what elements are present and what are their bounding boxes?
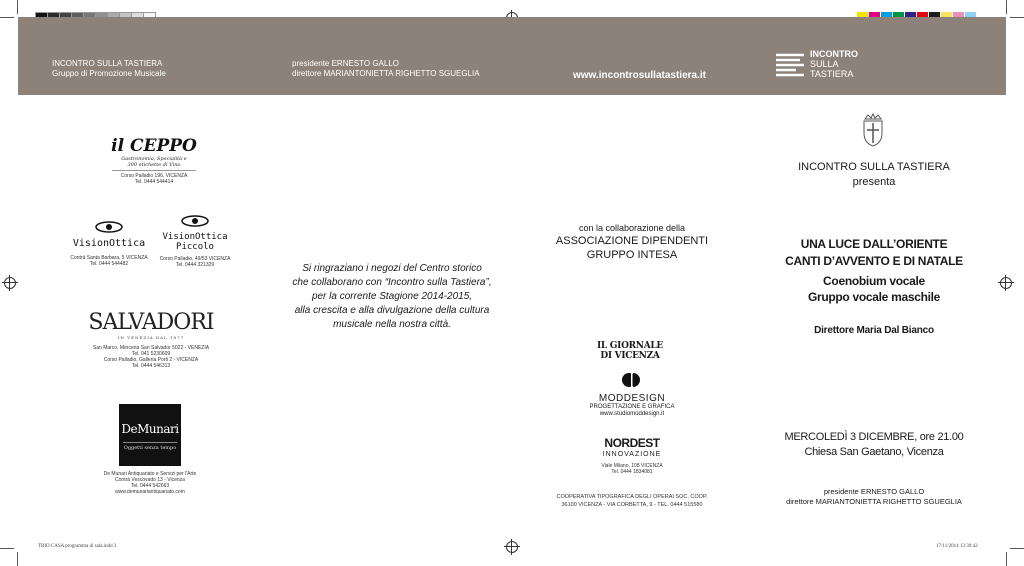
thanks-line-4: alla crescita e alla divulgazione della cultura — [294, 305, 490, 316]
nordest-address: Viale Milano, 108 VICENZA — [601, 463, 663, 469]
header-president: presidente ERNESTO GALLO — [292, 59, 400, 68]
program-credits — [764, 487, 984, 507]
visionottica-tel: Tel. 0444 544482 — [89, 261, 129, 267]
thanks-line-2: che collaborano con “Incontro sulla Tastiera”, — [292, 277, 492, 288]
logo-text-2: SULLA — [810, 59, 839, 69]
sponsor-visionottica — [66, 220, 152, 267]
ceppo-logo: il CEPPO — [111, 136, 197, 156]
thanks-line-5: musicale nella nostra città. — [333, 319, 451, 330]
moddesign-name: MODDESIGN — [598, 393, 666, 404]
eye-logo-icon — [152, 214, 238, 232]
moddesign-url: www.studiomoddesign.it — [599, 411, 665, 417]
demunari-logo-text: DeMunari — [121, 422, 179, 436]
giornale-line-1: IL GIORNALE — [597, 341, 663, 351]
crop-mark — [1006, 0, 1007, 14]
nordest-sub: INNOVAZIONE — [602, 451, 662, 458]
concert-title — [764, 236, 984, 270]
logo-text-1: INCONTRO — [810, 49, 858, 59]
header-director: direttore MARIANTONIETTA RIGHETTO SGUEGLIA — [292, 69, 480, 78]
salvadori-logo: SALVADORI — [88, 310, 214, 335]
demunari-line-2: Contrà Vescovado 13 - Vicenza — [115, 477, 185, 483]
printer-credit — [540, 493, 724, 509]
file-slug: TRIO CASA programma di sala.indd 3 — [38, 544, 117, 549]
crop-mark — [0, 17, 14, 18]
event-venue: Chiesa San Gaetano, Vicenza — [804, 446, 944, 458]
nordest-name: NORDEST — [604, 436, 660, 450]
salvadori-line-1: San Marco, Merceria San Salvador 5022 - VENEZIA — [92, 345, 210, 351]
registration-mark — [1000, 277, 1012, 289]
registration-mark — [4, 277, 16, 289]
visionottica-piccolo-name: VisionOttica — [162, 232, 228, 242]
moddesign-mark-icon — [580, 372, 684, 393]
ceppo-tel: Tel. 0444 544414 — [134, 179, 174, 185]
crop-mark — [17, 0, 18, 14]
sponsor-demunari — [90, 471, 210, 495]
visionottica-piccolo-sub: Piccolo — [176, 242, 214, 252]
event-details — [764, 430, 984, 460]
crop-mark — [0, 548, 14, 549]
collab-line-1: ASSOCIAZIONE DIPENDENTI — [555, 235, 709, 247]
thanks-line-3: per la corrente Stagione 2014-2015, — [311, 291, 473, 302]
ensemble-line-2: Gruppo vocale maschile — [807, 290, 941, 304]
coop-line-2: 36100 VICENZA - VIA CORBETTA, 9 - TEL. 0444 515580 — [561, 502, 703, 508]
sponsor-visionottica-piccolo — [152, 214, 238, 268]
salvadori-line-3: Corso Palladio, Galleria Porti 2 - VICENZA — [103, 357, 199, 363]
demunari-line-3: Tel. 0444 542663 — [130, 483, 170, 489]
sponsor-salvadori — [86, 310, 216, 369]
nordest-tel: Tel. 0444 1834081 — [611, 469, 653, 475]
header-logo — [774, 49, 874, 83]
salvadori-line-4: Tel. 0444 546313 — [131, 363, 171, 369]
crop-mark — [1010, 548, 1024, 549]
header-url-link[interactable]: www.incontrosullatastiera.it — [573, 70, 706, 81]
visionottica-piccolo-tel: Tel. 0444 321329 — [175, 262, 215, 268]
timestamp-slug: 17/11/2014 13:39:42 — [936, 544, 978, 549]
logo-text-3: TASTIERA — [810, 69, 854, 79]
title-line-1: UNA LUCE DALL’ORIENTE — [800, 237, 948, 251]
visionottica-name: VisionOttica — [72, 238, 146, 249]
giornale-logo — [580, 341, 680, 361]
event-date: MERCOLEDÌ 3 DICEMBRE, ore 21.00 — [784, 431, 964, 443]
city-crest-icon — [860, 113, 886, 152]
demunari-line-4: www.demunariantiquariato.com — [115, 489, 185, 495]
header-band — [18, 17, 1006, 95]
sponsor-ceppo — [104, 136, 204, 185]
demunari-line-1: De Munari Antiquariato e Servizi per l'Arte — [103, 471, 197, 477]
program-intro — [764, 160, 984, 190]
visionottica-piccolo-address: Corso Palladio, 49/53 VICENZA — [159, 256, 231, 262]
demunari-tagline: Oggetti senza tempo — [123, 445, 177, 451]
salvadori-line-2: Tel. 041 5230609 — [131, 351, 171, 357]
header-org-sub: Gruppo di Promozione Musicale — [52, 69, 166, 78]
coop-line-1: COOPERATIVA TIPOGRAFICA DEGLI OPERAI SOC. COOP. — [556, 494, 708, 500]
ceppo-tagline-2: 300 etichette di Vino — [127, 162, 181, 168]
collaboration-block — [532, 222, 732, 262]
ensemble-block — [764, 273, 984, 305]
credit-director: direttore MARIANTONIETTA RIGHETTO SGUEGLIA — [786, 497, 962, 506]
ceppo-address: Corso Palladio 196, VICENZA — [120, 173, 188, 179]
crop-mark — [1010, 17, 1024, 18]
eye-logo-icon — [66, 220, 152, 238]
keyboard-logo-icon — [774, 51, 806, 81]
collab-intro: con la collaborazione della — [578, 223, 686, 233]
crop-mark — [1006, 552, 1007, 566]
moddesign-logo — [580, 372, 684, 418]
nordest-logo — [580, 436, 684, 475]
registration-mark — [506, 541, 518, 553]
moddesign-sub: PROGETTAZIONE E GRAFICA — [589, 404, 675, 410]
demunari-logo-box — [119, 404, 181, 466]
program-director: Direttore Maria Dal Bianco — [814, 325, 934, 336]
program-presents: presenta — [852, 176, 896, 188]
ceppo-tagline-1: Gastronomia, Specialità e — [121, 156, 187, 162]
collab-line-2: GRUPPO INTESA — [586, 249, 678, 261]
credit-president: presidente ERNESTO GALLO — [823, 487, 925, 496]
salvadori-sub: IN VENEZIA DAL 1877 — [117, 335, 185, 340]
header-org-name: INCONTRO SULLA TASTIERA — [52, 59, 163, 68]
program-org: INCONTRO SULLA TASTIERA — [798, 161, 950, 173]
thanks-line-1: Si ringraziano i negozi del Centro storico — [302, 263, 482, 274]
giornale-line-2: DI VICENZA — [600, 351, 660, 361]
visionottica-address: Contrà Santa Barbara, 5 VICENZA — [70, 255, 148, 261]
crop-mark — [17, 552, 18, 566]
title-line-2: CANTI D’AVVENTO E DI NATALE — [785, 254, 963, 268]
thanks-text — [262, 262, 522, 332]
ensemble-line-1: Coenobium vocale — [823, 274, 925, 288]
